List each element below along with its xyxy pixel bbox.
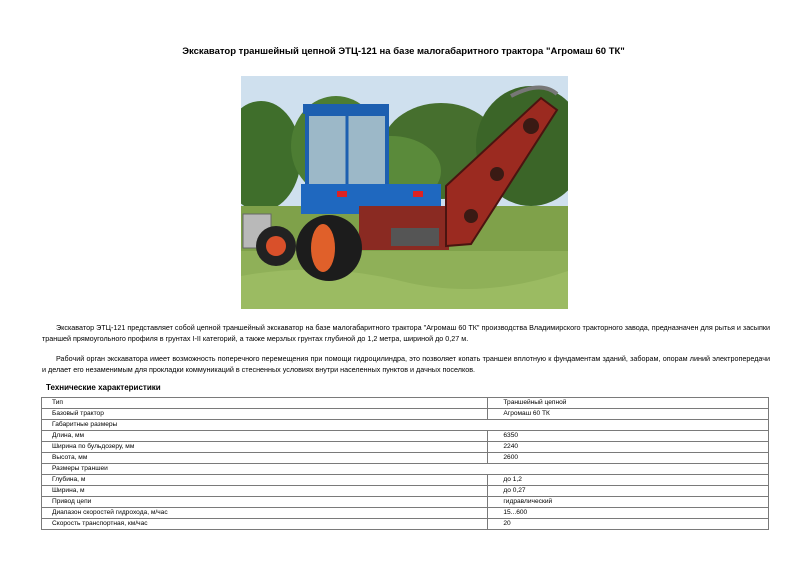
- spec-value: до 1,2: [488, 475, 769, 486]
- table-row: [42, 431, 769, 442]
- specs-table: [41, 397, 769, 530]
- table-row: [42, 453, 769, 464]
- working-organ-paragraph: Рабочий орган экскаватора имеет возможность поперечного перемещения при помощи гидроцилиндра, это позволяет копать траншеи вплотную к фундаментам зданий, заборам, опорам линий электропередачи и делает его незаменимым для прокладки коммуникаций в стесненных условиях внутри населенных пунктов и дачных поселков.: [42, 354, 770, 374]
- tractor-photo-icon: [241, 76, 568, 309]
- table-row: [42, 409, 769, 420]
- table-row: [42, 486, 769, 497]
- page-title: Экскаватор траншейный цепной ЭТЦ-121 на базе малогабаритного трактора "Агромаш 60 ТК": [182, 46, 625, 57]
- specs-heading: Технические характеристики: [46, 383, 161, 392]
- table-row: [42, 497, 769, 508]
- spec-value: 2600: [488, 453, 769, 464]
- spec-value: 2240: [488, 442, 769, 453]
- spec-value: 15...600: [488, 508, 769, 519]
- spec-value: гидравлический: [488, 497, 769, 508]
- table-row: [42, 442, 769, 453]
- spec-label: Скорость транспортная, км/час: [42, 519, 488, 530]
- spec-label: Базовый трактор: [42, 409, 488, 420]
- spec-section-label: Габаритные размеры: [42, 420, 769, 431]
- description-paragraph: Экскаватор ЭТЦ-121 представляет собой цепной траншейный экскаватор на базе малогабаритного трактора "Агромаш 60 ТК" производства Владимирского тракторного завода, предназначен для рытья и засыпки траншей прямоугольного профиля в грунтах I-II категорий, а также мерзлых грунтах глубиной до 1,2 метра, шириной до 0,27 м.: [42, 323, 770, 343]
- spec-label: Диапазон скоростей гидрохода, м/час: [42, 508, 488, 519]
- spec-label: Длина, мм: [42, 431, 488, 442]
- spec-label: Глубина, м: [42, 475, 488, 486]
- spec-label: Ширина, м: [42, 486, 488, 497]
- table-row: [42, 398, 769, 409]
- spec-label: Высота, мм: [42, 453, 488, 464]
- table-row: [42, 420, 769, 431]
- spec-value: 6350: [488, 431, 769, 442]
- table-row: [42, 464, 769, 475]
- spec-value: Агромаш 60 ТК: [488, 409, 769, 420]
- table-row: [42, 508, 769, 519]
- spec-value: до 0,27: [488, 486, 769, 497]
- spec-section-label: Размеры траншеи: [42, 464, 769, 475]
- table-row: [42, 519, 769, 530]
- tractor-trencher-photo: [241, 76, 568, 309]
- spec-value: 20: [488, 519, 769, 530]
- table-row: [42, 475, 769, 486]
- spec-label: Тип: [42, 398, 488, 409]
- spec-label: Привод цепи: [42, 497, 488, 508]
- spec-value: Траншейный цепной: [488, 398, 769, 409]
- spec-label: Ширина по бульдозеру, мм: [42, 442, 488, 453]
